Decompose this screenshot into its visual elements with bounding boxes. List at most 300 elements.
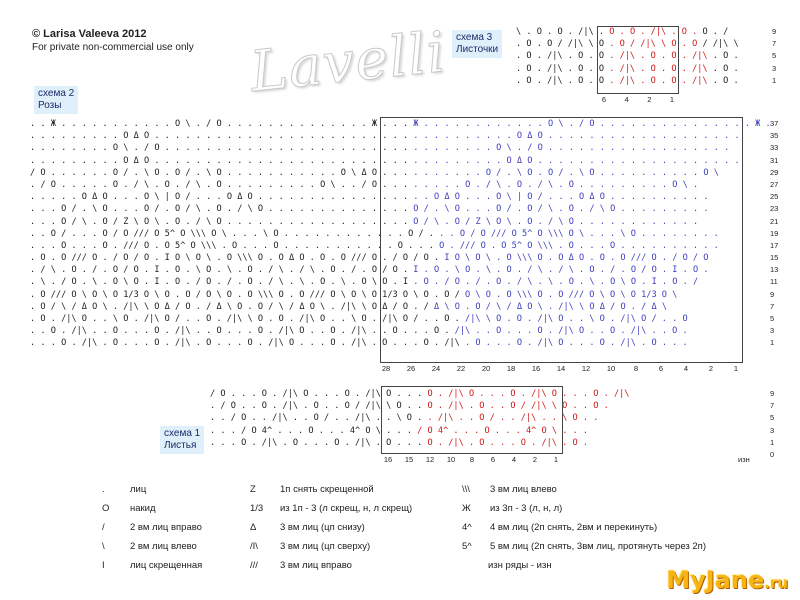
stitch-symbol: . (247, 155, 258, 166)
stitch-symbol: / (537, 179, 548, 190)
stitch-symbol: . (375, 413, 387, 424)
stitch-symbol: . (568, 155, 580, 166)
stitch-symbol: О (589, 301, 600, 312)
stitch-symbol: . (588, 63, 599, 74)
stitch-symbol: /|\ (692, 63, 713, 74)
stitch-symbol: О (164, 240, 176, 251)
stitch-symbol: О (92, 301, 103, 312)
legend-symbol: . (102, 484, 105, 495)
stitch-symbol: / (268, 301, 279, 312)
stitch-symbol: . (309, 119, 321, 129)
stitch-symbol: . (527, 179, 538, 190)
stitch-symbol: . (589, 216, 600, 227)
scheme-2-label (34, 86, 78, 114)
stitch-symbol: . (392, 143, 403, 154)
stitch-symbol: . (195, 119, 207, 129)
stitch-symbol: \ (568, 265, 580, 276)
stitch-symbol: . (465, 119, 476, 129)
stitch-symbol: / (537, 204, 548, 215)
stitch-symbol: . (506, 179, 517, 190)
stitch-symbol: . (413, 167, 424, 178)
stitch-symbol: . (143, 265, 155, 276)
stitch-symbol: \ (102, 301, 113, 312)
stitch-symbol: . (681, 39, 693, 50)
stitch-symbol: . (610, 119, 621, 129)
stitch-symbol: \ (485, 216, 497, 227)
stitch-symbol: . (299, 216, 310, 227)
stitch-symbol: /|\ (650, 27, 672, 37)
stitch-symbol: /|\ (299, 314, 320, 324)
stitch-symbol: . (371, 338, 383, 349)
stitch-symbol: . (185, 131, 196, 142)
stitch-symbol: . (578, 240, 590, 251)
stitch-symbol: . (402, 179, 414, 190)
stitch-symbol: . (427, 413, 438, 424)
stitch-symbol: О (568, 179, 580, 190)
stitch-symbol: /|\ (123, 301, 144, 312)
stitch-symbol: . (620, 167, 631, 178)
stitch-symbol: \ (40, 277, 51, 288)
stitch-symbol: . (371, 204, 383, 215)
stitch-symbol: . (366, 228, 377, 239)
column-number: 6 (490, 455, 496, 464)
stitch-symbol: О (506, 289, 517, 300)
stitch-symbol: . (377, 228, 388, 239)
column-number: 6 (601, 95, 607, 104)
stitch-symbol: \ (672, 289, 678, 300)
stitch-symbol: . (547, 326, 559, 337)
stitch-symbol: . (61, 192, 72, 203)
stitch-symbol: . (112, 301, 124, 312)
stitch-symbol: . (206, 143, 217, 154)
stitch-symbol: . (661, 265, 673, 276)
stitch-symbol: . (268, 216, 279, 227)
copyright: © Larisa Valeeva 2012 (32, 28, 147, 40)
stitch-symbol: О (247, 192, 258, 203)
stitch-symbol: . (582, 401, 594, 412)
stitch-symbol: . (92, 326, 103, 337)
chart-row (30, 337, 771, 349)
stitch-symbol: / (516, 277, 528, 288)
stitch-symbol: О (340, 167, 352, 178)
stitch-symbol: . (278, 192, 289, 203)
row-number: 9 (770, 289, 775, 299)
stitch-symbol: /// (568, 289, 590, 300)
stitch-symbol: О (334, 437, 345, 448)
stitch-symbol: /|\ (630, 326, 652, 337)
stitch-symbol: . (496, 265, 507, 276)
stitch-symbol: О (479, 413, 490, 424)
stitch-symbol: . (413, 143, 424, 154)
stitch-symbol: . (102, 277, 113, 288)
stitch-symbol: / (112, 253, 124, 264)
stitch-symbol: . (444, 155, 455, 166)
stitch-symbol: . (589, 338, 600, 349)
stitch-symbol: /// (490, 228, 512, 239)
stitch-symbol: / (133, 179, 144, 190)
stitch-symbol: О (527, 155, 538, 166)
stitch-symbol: . (334, 389, 345, 399)
stitch-symbol: . (143, 119, 155, 129)
column-number: 1 (733, 364, 739, 373)
stitch-symbol: . (164, 119, 176, 129)
stitch-symbol: О (257, 314, 269, 324)
legend-text: лиц скрещенная (130, 560, 203, 571)
stitch-symbol: . (413, 179, 424, 190)
stitch-symbol: О (468, 389, 480, 399)
stitch-symbol: /// (351, 253, 372, 264)
stitch-symbol: О (723, 63, 734, 74)
stitch-symbol: . (505, 425, 516, 436)
stitch-symbol: . (81, 204, 93, 215)
stitch-symbol: . (81, 119, 93, 129)
stitch-symbol: . (433, 289, 445, 300)
chart-row (30, 240, 771, 252)
stitch-symbol: О (61, 253, 72, 264)
stitch-symbol: . (582, 413, 594, 424)
stitch-symbol: . (620, 155, 631, 166)
stitch-symbol: . (351, 204, 362, 215)
stitch-symbol: \ (475, 289, 486, 300)
stitch-symbol: О (434, 192, 445, 203)
stitch-symbol: 1/3 (123, 289, 144, 300)
stitch-symbol: О (175, 119, 186, 129)
stitch-symbol: . (377, 240, 388, 251)
chart-row (30, 228, 771, 240)
stitch-symbol: . (283, 240, 295, 251)
stitch-symbol: . (30, 192, 41, 203)
stitch-symbol: 4^ (437, 425, 454, 436)
stitch-symbol: . (609, 51, 620, 62)
stitch-symbol: . (599, 277, 611, 288)
stitch-symbol: . (485, 155, 497, 166)
stitch-symbol: . (672, 314, 683, 324)
stitch-symbol: 5^ (511, 240, 528, 251)
stitch-symbol: О (361, 277, 372, 288)
stitch-symbol: О (273, 228, 284, 239)
stitch-symbol: . (292, 413, 304, 424)
stitch-symbol: . (123, 338, 134, 349)
stitch-symbol: О (206, 265, 217, 276)
stitch-symbol: . (582, 425, 589, 436)
row-number: 3 (770, 425, 775, 435)
stitch-symbol: . (641, 143, 652, 154)
stitch-symbol: О (123, 155, 134, 166)
stitch-symbol: . (641, 131, 652, 142)
stitch-symbol: О (102, 216, 113, 227)
stitch-symbol: \ (579, 167, 590, 178)
scheme-1-label (160, 426, 204, 454)
stitch-symbol: . (485, 192, 497, 203)
stitch-symbol: /|\ (282, 401, 304, 412)
stitch-symbol: . (423, 143, 435, 154)
stitch-symbol: О (257, 326, 269, 337)
stitch-symbol: О (112, 167, 124, 178)
stitch-symbol: О (671, 63, 682, 74)
stitch-symbol: \ (226, 265, 238, 276)
stitch-symbol: О (112, 143, 124, 154)
stitch-symbol: . (713, 228, 719, 239)
stitch-symbol: . (610, 167, 621, 178)
stitch-symbol: . (579, 216, 590, 227)
stitch-symbol: . (313, 389, 324, 399)
stitch-symbol: . (599, 228, 611, 239)
stitch-symbol: . (693, 192, 704, 203)
stitch-symbol: О (396, 401, 407, 412)
stitch-symbol: . (123, 326, 134, 337)
stitch-symbol: О (579, 192, 590, 203)
stitch-symbol: О (475, 338, 486, 349)
stitch-symbol: . (206, 131, 217, 142)
stitch-symbol: . (661, 192, 673, 203)
stitch-symbol: . (216, 265, 227, 276)
stitch-symbol: . (40, 228, 51, 239)
stitch-symbol: . (630, 240, 642, 251)
stitch-symbol: / (71, 301, 82, 312)
stitch-symbol: . (371, 314, 383, 324)
stitch-symbol: . (102, 143, 113, 154)
stitch-symbol: О (261, 401, 273, 412)
stitch-symbol: . (449, 240, 460, 251)
stitch-symbol: . (309, 143, 321, 154)
stitch-symbol: . (413, 131, 424, 142)
stitch-symbol: О (572, 437, 583, 448)
stitch-symbol: . (210, 437, 221, 448)
stitch-symbol: . (237, 167, 248, 178)
stitch-symbol: О (216, 204, 227, 215)
stitch-symbol: . (112, 119, 124, 129)
stitch-symbol: О (661, 289, 673, 300)
chart-row (30, 252, 771, 264)
row-number: 29 (770, 167, 779, 177)
stitch-symbol: . (712, 27, 724, 37)
stitch-symbol: . (361, 204, 372, 215)
stitch-symbol: Z (123, 216, 134, 227)
stitch-symbol: О (154, 301, 165, 312)
stitch-symbol: . (489, 401, 501, 412)
stitch-symbol: /|\ (351, 338, 372, 349)
stitch-symbol: . (593, 413, 599, 424)
stitch-symbol: О (402, 289, 414, 300)
stitch-symbol: \ (547, 179, 559, 190)
stitch-symbol: . (579, 204, 590, 215)
stitch-symbol: . (278, 119, 289, 129)
stitch-symbol: . (154, 179, 165, 190)
stitch-symbol: / (61, 228, 72, 239)
legend-text: 3 вм лиц вправо (280, 560, 352, 571)
stitch-symbol: О (537, 326, 548, 337)
stitch-symbol: /|\ (537, 314, 559, 324)
column-number: 2 (532, 455, 538, 464)
row-number: 1 (770, 437, 775, 447)
stitch-symbol: О (454, 277, 466, 288)
stitch-symbol: /|\ (448, 401, 469, 412)
stitch-symbol: . (40, 326, 51, 337)
column-number: 12 (581, 364, 591, 373)
scheme-1-chart (210, 388, 629, 449)
chart-row (30, 203, 771, 215)
chart-row (30, 325, 771, 337)
stitch-symbol: \ (185, 253, 196, 264)
column-number: 22 (456, 364, 466, 373)
stitch-symbol: \ (112, 314, 124, 324)
stitch-symbol: . (61, 131, 72, 142)
stitch-symbol: . (206, 192, 217, 203)
stitch-symbol: . (681, 75, 693, 86)
stitch-symbol: . (475, 192, 486, 203)
stitch-symbol: . (382, 253, 393, 264)
stitch-symbol: О (406, 413, 418, 424)
stitch-symbol: . (71, 143, 82, 154)
column-number: 10 (606, 364, 616, 373)
stitch-symbol: . (247, 179, 258, 190)
stitch-symbol: . (345, 240, 357, 251)
stitch-symbol: I (402, 277, 414, 288)
stitch-symbol: \\\ (516, 253, 538, 264)
stitch-symbol: . (651, 228, 662, 239)
stitch-symbol: . (261, 413, 273, 424)
stitch-symbol: . (568, 192, 580, 203)
stitch-symbol: . (102, 326, 113, 337)
stitch-symbol: . (610, 192, 621, 203)
stitch-symbol: \ (195, 265, 207, 276)
stitch-symbol: О (320, 253, 331, 264)
stitch-symbol: Δ (516, 155, 528, 166)
stitch-symbol: . (299, 338, 310, 349)
stitch-symbol: О (143, 289, 155, 300)
stitch-symbol: . (220, 437, 231, 448)
stitch-symbol: О (475, 253, 486, 264)
stitch-symbol: . (620, 216, 631, 227)
stitch-symbol: / (413, 253, 424, 264)
stitch-symbol: О (516, 179, 528, 190)
stitch-symbol: . (703, 240, 714, 251)
stitch-symbol: / (30, 167, 41, 178)
row-number: 27 (770, 179, 779, 189)
stitch-symbol: . (485, 119, 497, 129)
stitch-symbol: . (237, 131, 248, 142)
stitch-symbol: \ (396, 413, 407, 424)
stitch-symbol: . (164, 326, 176, 337)
stitch-symbol: О (40, 314, 51, 324)
stitch-symbol: /|\ (454, 326, 476, 337)
stitch-symbol: . (681, 63, 693, 74)
stitch-symbol: . (61, 119, 72, 129)
stitch-symbol: / (558, 167, 569, 178)
stitch-symbol: . (516, 216, 528, 227)
stitch-symbol: О (527, 301, 538, 312)
stitch-symbol: . (620, 265, 631, 276)
stitch-symbol: . (693, 167, 704, 178)
stitch-symbol: . (382, 326, 393, 337)
stitch-symbol: \ (516, 167, 528, 178)
stitch-symbol: . (123, 192, 134, 203)
stitch-symbol: . (309, 204, 321, 215)
stitch-symbol: . (81, 143, 93, 154)
stitch-symbol: О (40, 167, 51, 178)
chart-row (30, 155, 771, 167)
stitch-symbol: О (526, 75, 537, 86)
chart-row (30, 289, 771, 301)
stitch-symbol: О (308, 425, 319, 436)
stitch-symbol: . (589, 155, 600, 166)
stitch-symbol: / (175, 301, 186, 312)
stitch-symbol: . (92, 167, 103, 178)
legend-text: изн ряды - изн (488, 560, 552, 571)
scheme-2-chart (30, 118, 771, 350)
stitch-symbol: . (672, 155, 683, 166)
stitch-symbol: / (143, 143, 155, 154)
stitch-symbol: О (112, 289, 124, 300)
stitch-symbol: . (661, 338, 673, 349)
stitch-symbol: . (50, 155, 62, 166)
stitch-symbol: . (661, 216, 673, 227)
stitch-symbol: . (268, 192, 279, 203)
stitch-symbol: . (257, 143, 269, 154)
column-number: 2 (708, 364, 714, 373)
stitch-symbol: . (392, 338, 403, 349)
legend-text: из 3п - 3 (л, н, л) (490, 503, 563, 514)
stitch-symbol: \ (485, 314, 497, 324)
stitch-symbol: О (102, 228, 113, 239)
stitch-symbol: . (382, 192, 393, 203)
stitch-symbol: . (567, 51, 579, 62)
stitch-symbol: . (175, 131, 186, 142)
stitch-symbol: О (516, 338, 528, 349)
stitch-symbol: . (40, 240, 51, 251)
stitch-symbol: . (361, 119, 372, 129)
stitch-symbol: . (30, 143, 41, 154)
stitch-symbol: . (325, 228, 336, 239)
stitch-symbol: I (672, 265, 683, 276)
stitch-symbol: \ (496, 301, 507, 312)
stitch-symbol: Δ (133, 131, 144, 142)
stitch-symbol: . (195, 167, 207, 178)
stitch-symbol: О (589, 119, 600, 129)
scheme-3-number: схема 3 (456, 32, 493, 43)
stitch-symbol: . (589, 228, 600, 239)
stitch-symbol: \ (299, 277, 310, 288)
stitch-symbol: \ (506, 216, 517, 227)
stitch-symbol: . (309, 179, 321, 190)
stitch-symbol: . (299, 179, 310, 190)
stitch-symbol: / (112, 216, 124, 227)
stitch-symbol: . (661, 314, 673, 324)
stitch-symbol: . (195, 192, 207, 203)
stitch-symbol: . (692, 228, 704, 239)
stitch-symbol: . (195, 131, 207, 142)
stitch-symbol: /|\ (619, 51, 641, 62)
stitch-symbol: . (247, 167, 258, 178)
stitch-symbol: . (231, 228, 243, 239)
stitch-symbol: / (547, 216, 559, 227)
stitch-symbol: . (582, 389, 594, 399)
stitch-symbol: . (294, 228, 305, 239)
stitch-symbol: . (40, 119, 51, 129)
stitch-symbol: . (693, 143, 704, 154)
stitch-symbol: . (334, 413, 345, 424)
column-number: 1 (669, 95, 675, 104)
legend-symbol: 1/3 (250, 503, 264, 514)
stitch-symbol: О (112, 265, 124, 276)
stitch-symbol: Ж (371, 119, 383, 129)
stitch-symbol: . (237, 326, 248, 337)
stitch-symbol: . (330, 119, 341, 129)
stitch-symbol: . (672, 143, 683, 154)
stitch-symbol: . (299, 167, 310, 178)
stitch-symbol: /|\ (268, 338, 289, 349)
stitch-symbol: \ (92, 204, 103, 215)
